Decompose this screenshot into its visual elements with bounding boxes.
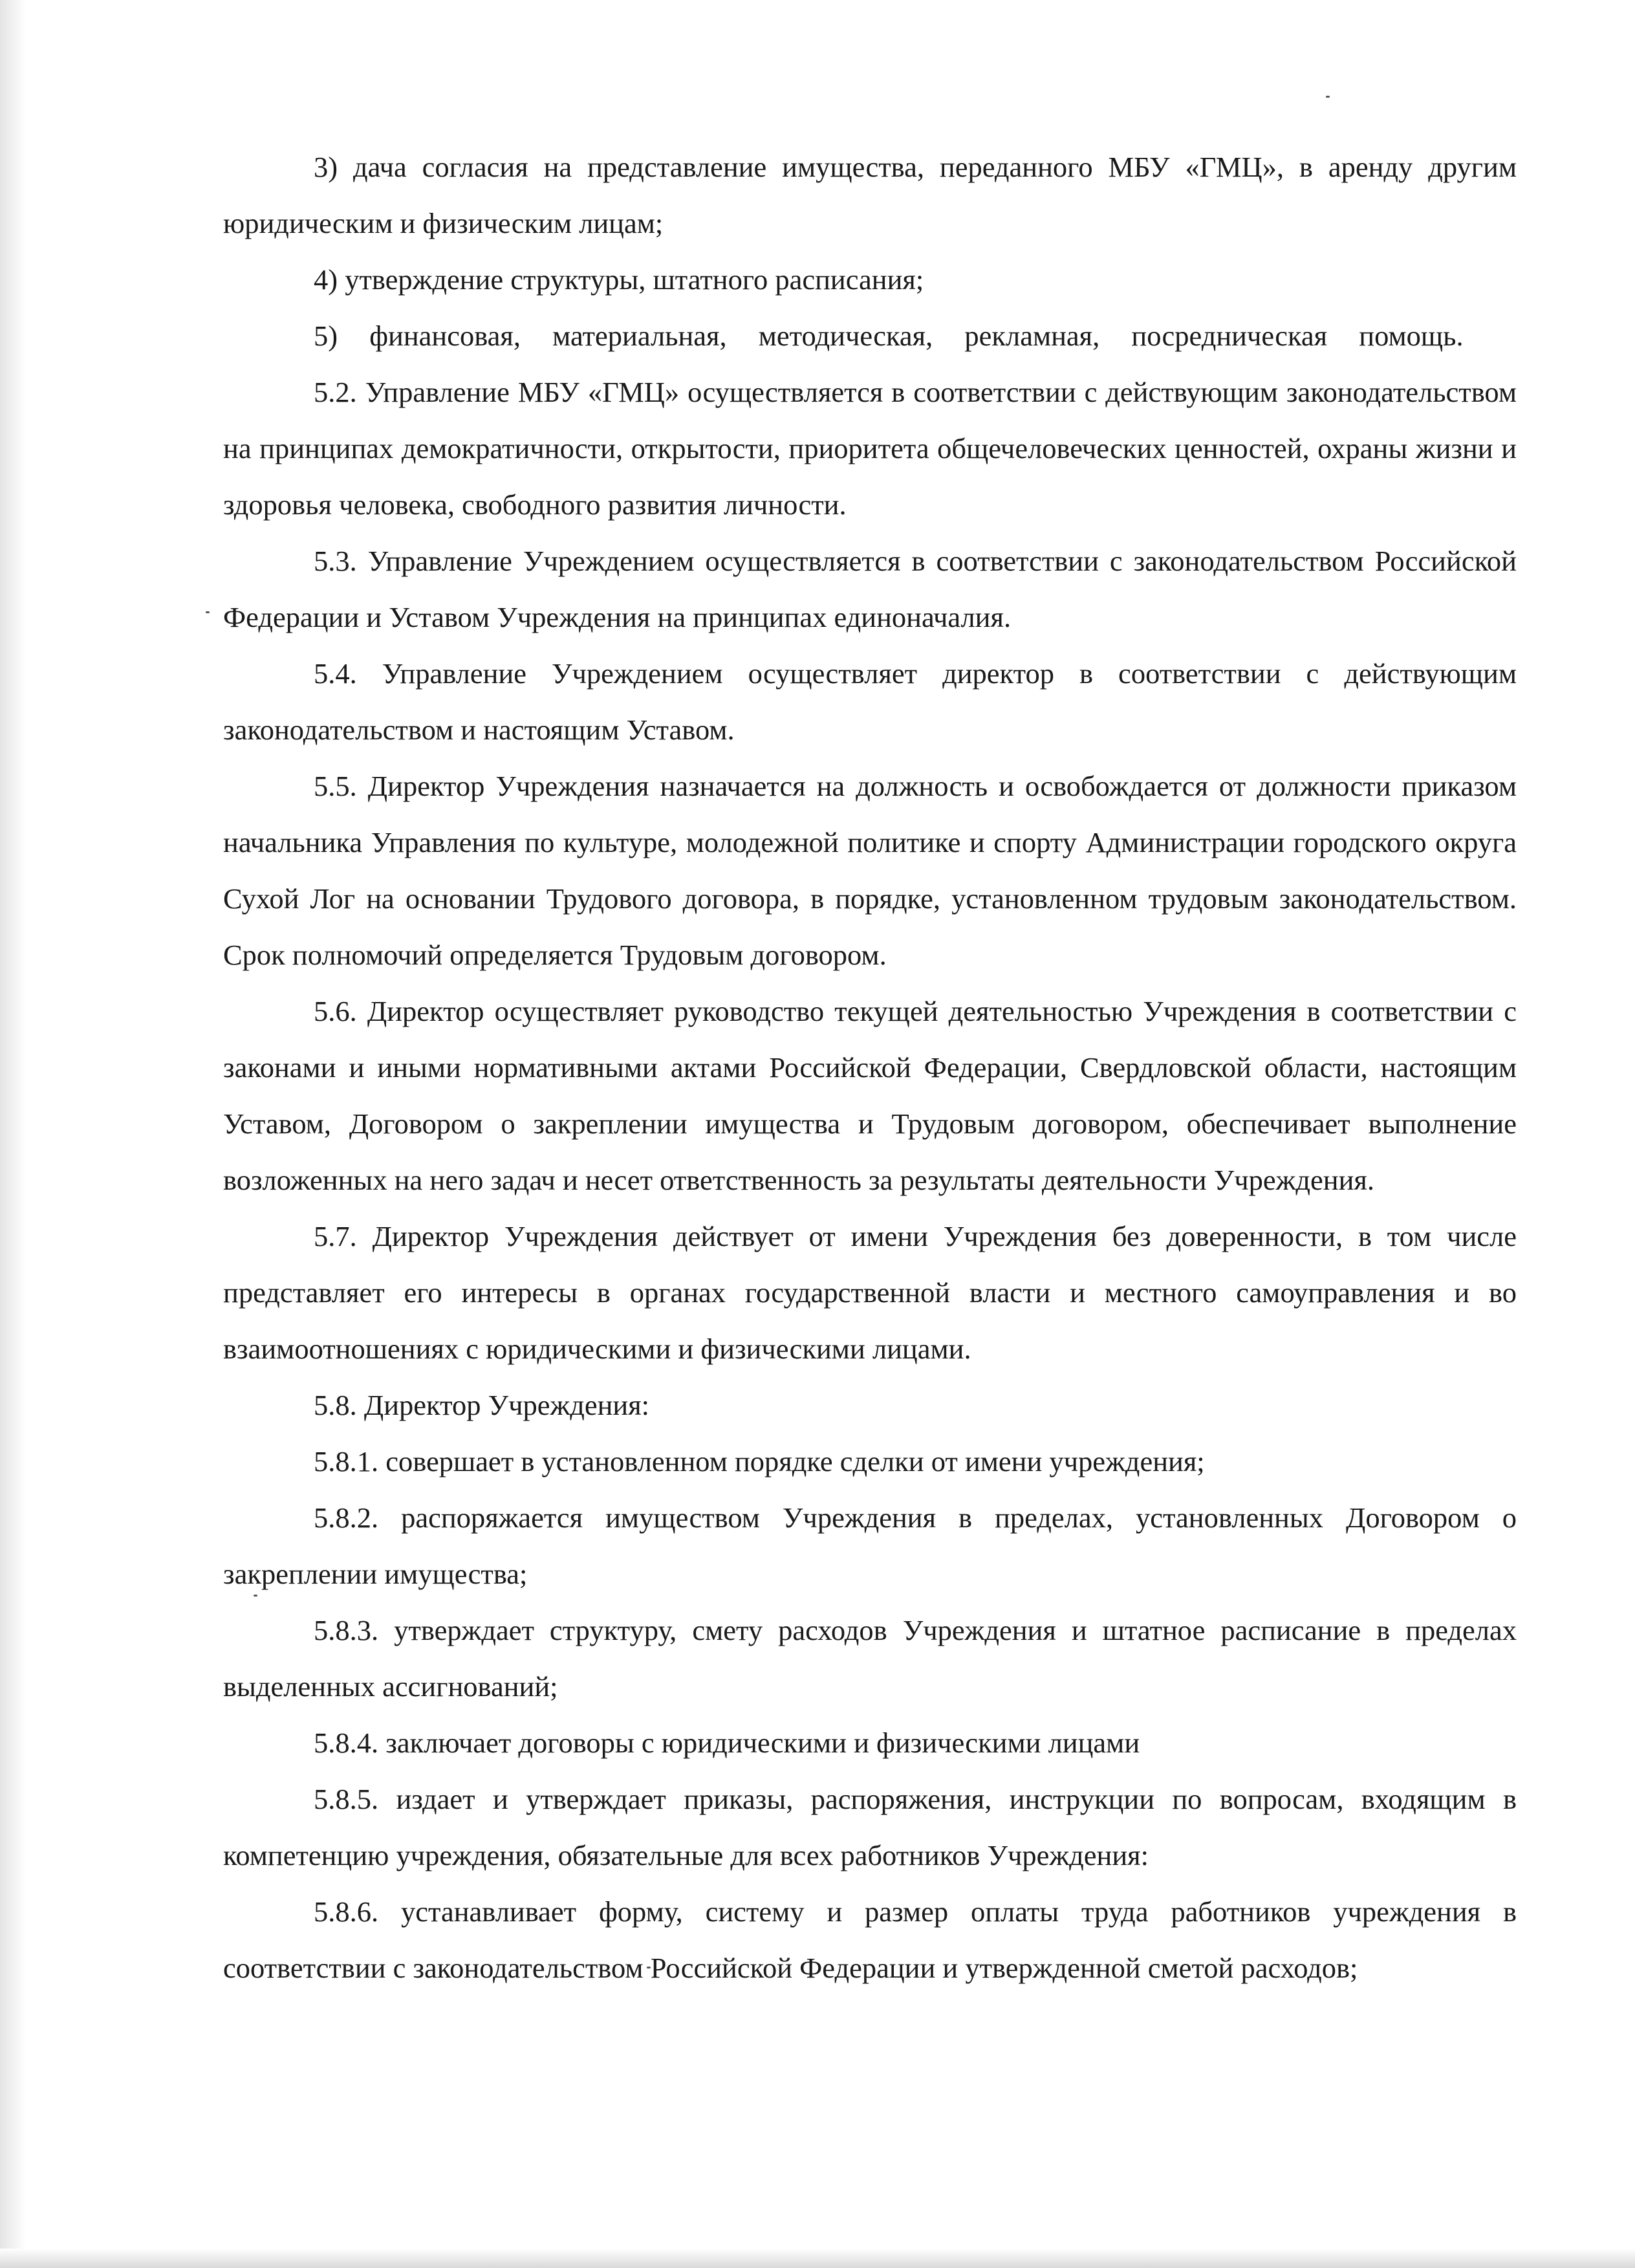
clause-5-8-5: 5.8.5. издает и утверждает приказы, распоряжения, инструкции по вопросам, входящим в компетенцию учреждения, обязательные для всех работников Учреждения: xyxy=(223,1783,1517,1871)
list-item-5: 5) финансовая, материальная, методическая, рекламная, посредническая помощь. xyxy=(314,320,1464,352)
clause-5-8-1: 5.8.1. совершает в установленном порядке сделки от имени учреждения; xyxy=(314,1445,1205,1477)
list-item-4: 4) утверждение структуры, штатного расписания; xyxy=(314,263,924,296)
scan-edge-shadow xyxy=(0,0,26,2268)
scan-speck xyxy=(1326,96,1330,98)
clause-5-8-2: 5.8.2. распоряжается имуществом Учреждения в пределах, установленных Договором о закреплении имущества; xyxy=(223,1501,1517,1590)
document-body xyxy=(223,139,1517,1996)
clause-5-4: 5.4. Управление Учреждением осуществляет директор в соответствии с действующим законодательством и настоящим Уставом. xyxy=(223,657,1517,746)
clause-5-8-4: 5.8.4. заключает договоры с юридическими и физическими лицами xyxy=(314,1727,1140,1759)
clause-5-6: 5.6. Директор осуществляет руководство текущей деятельностью Учреждения в соответствии с законами и иными нормативными актами Российской Федерации, Свердловской области, настоящим Уставом, Договором о закреплении имущества и Трудовым договором, обеспечивает выполнение возложенных на него задач и несет ответственность за результаты деятельности Учреждения. xyxy=(223,995,1517,1196)
clause-5-7: 5.7. Директор Учреждения действует от имени Учреждения без доверенности, в том числе представляет его интересы в органах государственной власти и местного самоуправления и во взаимоотношениях с юридическими и физическими лицами. xyxy=(223,1220,1517,1365)
scan-speck xyxy=(206,611,210,613)
clause-5-5: 5.5. Директор Учреждения назначается на должность и освобождается от должности приказом начальника Управления по культуре, молодежной политике и спорту Администрации городского округа Сухой Лог на основании Трудового договора, в порядке, установленном трудовым законодательством. Срок полномочий определяется Трудовым договором. xyxy=(223,770,1517,971)
clause-5-8-6: 5.8.6. устанавливает форму, систему и размер оплаты труда работников учреждения в соответствии с законодательством Российской Федерации и утвержденной сметой расходов; xyxy=(223,1895,1517,1984)
scan-bottom-shadow xyxy=(0,2249,1635,2268)
clause-5-8-3: 5.8.3. утверждает структуру, смету расходов Учреждения и штатное расписание в пределах выделенных ассигнований; xyxy=(223,1614,1517,1703)
clause-5-2: 5.2. Управление МБУ «ГМЦ» осуществляется в соответствии с действующим законодательством на принципах демократичности, открытости, приоритета общечеловеческих ценностей, охраны жизни и здоровья человека, свободного развития личности. xyxy=(223,376,1517,521)
list-item-3: 3) дача согласия на представление имущества, переданного МБУ «ГМЦ», в аренду другим юридическим и физическим лицам; xyxy=(223,151,1517,239)
clause-5-8: 5.8. Директор Учреждения: xyxy=(314,1389,650,1421)
clause-5-3: 5.3. Управление Учреждением осуществляется в соответствии с законодательством Российской Федерации и Уставом Учреждения на принципах единоначалия. xyxy=(223,545,1517,633)
